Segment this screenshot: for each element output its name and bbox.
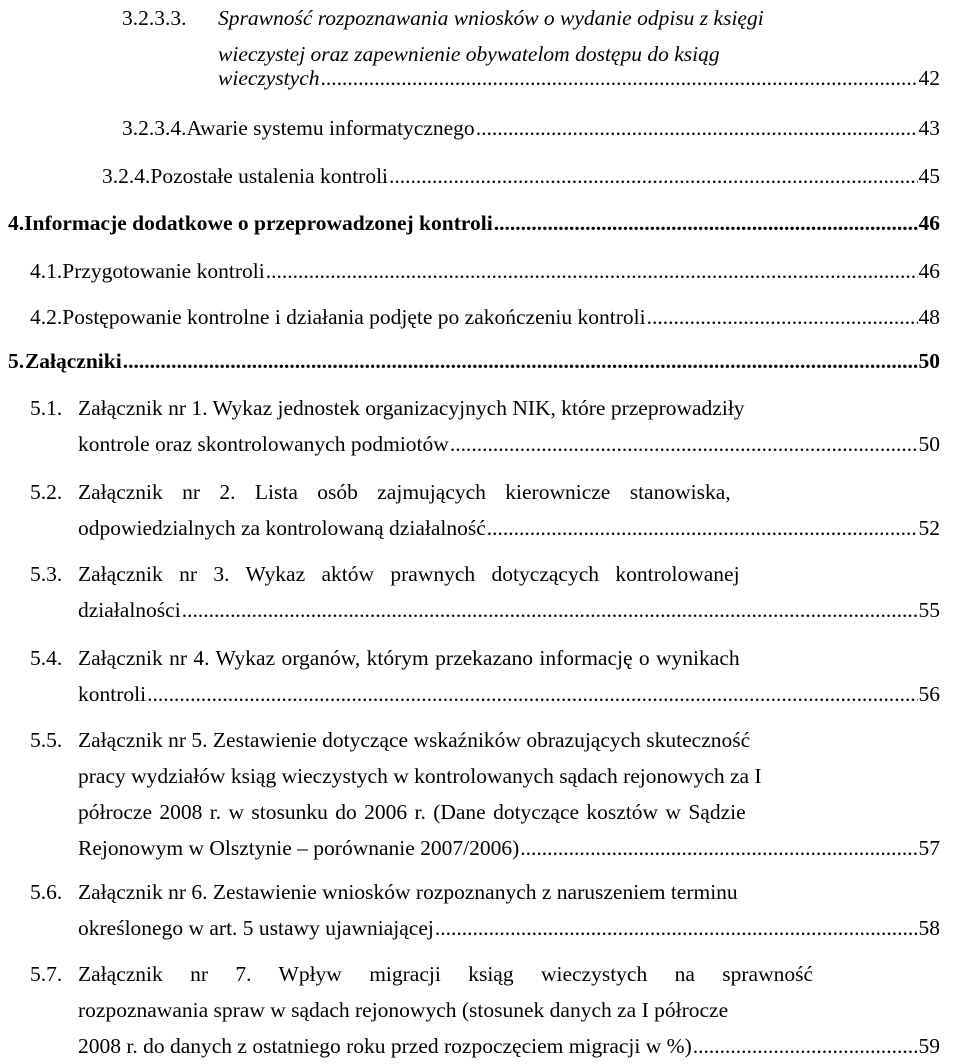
toc-entry-3-2-3-3-last-line[interactable] [218, 60, 940, 96]
toc-entry-title-line: rozpoznawania spraw w sądach rejonowych (stosunek danych za I półrocze [78, 998, 729, 1022]
toc-page-number: 42 [918, 66, 940, 90]
dot-leader [647, 299, 918, 335]
dot-leader [321, 60, 918, 96]
toc-entry-title: Awarie systemu informatycznego [186, 116, 475, 140]
toc-entry-number: 5.6. [30, 880, 63, 904]
toc-entry-number: 4.2. [30, 305, 63, 329]
dot-leader [520, 830, 917, 866]
toc-entry-4[interactable] [8, 205, 940, 241]
toc-page-number: 50 [918, 349, 940, 373]
toc-entry-number: 5.3. [30, 562, 63, 586]
toc-entry-3-2-3-4[interactable] [122, 110, 940, 146]
dot-leader [389, 158, 917, 194]
toc-entry-title-line: Załącznik nr 5. Zestawienie dotyczące wskaźników obrazujących skuteczność [78, 728, 751, 752]
toc-entry-number: 4. [8, 211, 25, 235]
toc-entry-4-1[interactable] [30, 253, 940, 289]
toc-entry-title-line: Załącznik nr 2. Lista osób zajmujących kierownicze stanowiska, [78, 480, 731, 504]
toc-page-number: 46 [918, 211, 940, 235]
toc-page-number: 50 [918, 432, 940, 456]
toc-entry-title-line: odpowiedzialnych za kontrolowaną działalność [78, 516, 486, 540]
toc-entry-number: 5. [8, 349, 25, 373]
toc-page-number: 55 [918, 598, 940, 622]
toc-entry-title-line: działalności [78, 598, 181, 622]
dot-leader [450, 426, 918, 462]
toc-page-number: 59 [918, 1034, 940, 1058]
toc-entry-title-line: Załącznik nr 3. Wykaz aktów prawnych dotyczących kontrolowanej [78, 562, 740, 586]
toc-entry-title-line: 2008 r. do danych z ostatniego roku przed rozpoczęciem migracji w %) [78, 1034, 692, 1058]
toc-entry-title-line: półrocze 2008 r. w stosunku do 2006 r. (Dane dotyczące kosztów w Sądzie [78, 800, 746, 824]
toc-entry-title-line: Załącznik nr 1. Wykaz jednostek organizacyjnych NIK, które przeprowadziły [78, 396, 745, 420]
toc-entry-title-line: Rejonowym w Olsztynie – porównanie 2007/2006) [78, 836, 520, 860]
dot-leader [147, 676, 917, 712]
dot-leader [487, 510, 918, 546]
toc-entry-number: 3.2.3.3. [122, 6, 187, 30]
toc-entry-number: 5.5. [30, 728, 63, 752]
toc-entry-number: 3.2.3.4. [122, 116, 187, 140]
toc-entry-title-line: Załącznik nr 4. Wykaz organów, którym przekazano informację o wynikach [78, 646, 740, 670]
toc-entry-title-line: wieczystych [218, 66, 320, 90]
toc-page-number: 45 [918, 164, 940, 188]
dot-leader [182, 592, 918, 628]
toc-entry-number: 5.1. [30, 396, 63, 420]
dot-leader [266, 253, 918, 289]
toc-entry-number: 3.2.4. [102, 164, 151, 188]
toc-entry-5[interactable] [8, 343, 940, 379]
toc-page-number: 52 [918, 516, 940, 540]
toc-page-number: 57 [918, 836, 940, 860]
toc-entry-title-line: Sprawność rozpoznawania wniosków o wydanie odpisu z księgi [218, 6, 764, 30]
toc-entry-number: 5.2. [30, 480, 63, 504]
dot-leader [123, 343, 918, 379]
toc-page-number: 43 [918, 116, 940, 140]
dot-leader [693, 1028, 918, 1064]
toc-entry-4-2[interactable] [30, 299, 940, 335]
dot-leader [476, 110, 918, 146]
toc-entry-title-line: wieczystej oraz zapewnienie obywatelom dostępu do ksiąg [218, 42, 720, 66]
toc-entry-title: Pozostałe ustalenia kontroli [150, 164, 389, 188]
toc-entry-number: 5.7. [30, 962, 63, 986]
toc-entry-title-line: Załącznik nr 6. Zestawienie wniosków rozpoznanych z naruszeniem terminu [78, 880, 738, 904]
dot-leader [494, 205, 918, 241]
toc-entry-title-line: Załącznik nr 7. Wpływ migracji ksiąg wieczystych na sprawność [78, 962, 814, 986]
toc-page-number: 48 [918, 305, 940, 329]
toc-page-number: 56 [918, 682, 940, 706]
toc-entry-title: Informacje dodatkowe o przeprowadzonej kontroli [24, 211, 493, 235]
toc-page-number: 46 [918, 259, 940, 283]
toc-entry-3-2-4[interactable] [102, 158, 940, 194]
toc-entry-number: 4.1. [30, 259, 63, 283]
toc-entry-title-line: pracy wydziałów ksiąg wieczystych w kontrolowanych sądach rejonowych za I [78, 764, 762, 788]
toc-entry-title-line: określonego w art. 5 ustawy ujawniającej [78, 916, 434, 940]
toc-entry-title-line: kontrole oraz skontrolowanych podmiotów [78, 432, 449, 456]
toc-entry-title: Przygotowanie kontroli [62, 259, 265, 283]
toc-entry-number: 5.4. [30, 646, 63, 670]
toc-page-number: 58 [918, 916, 940, 940]
toc-entry-title-line: kontroli [78, 682, 147, 706]
dot-leader [435, 910, 918, 946]
toc-entry-title: Postępowanie kontrolne i działania podjęte po zakończeniu kontroli [62, 305, 646, 329]
toc-entry-title: Załączniki [24, 349, 122, 373]
